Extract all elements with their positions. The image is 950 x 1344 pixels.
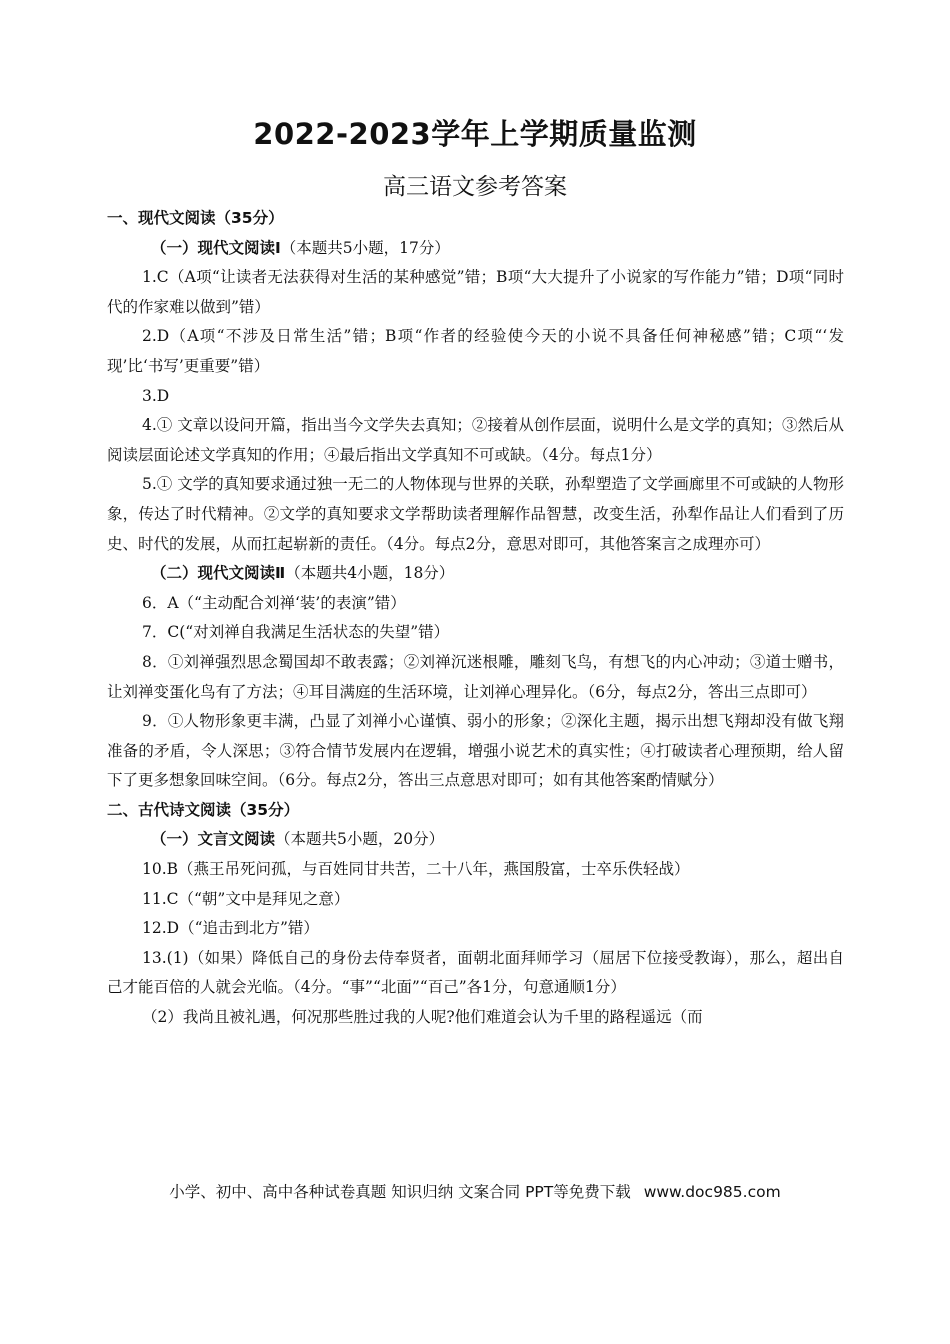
answer-item: 7．C(“对刘禅自我满足生活状态的失望”错）	[142, 623, 450, 642]
answer-item: 1.C（A项“让读者无法获得对生活的某种感觉”错；B项“大大提升了小说家的写作能力”错；D项“同时代的作家难以做到”错）	[107, 268, 844, 316]
answer-content	[107, 204, 844, 1033]
page-footer	[0, 1180, 950, 1202]
subsection-note: （本题共4小题，18分）	[285, 564, 455, 583]
subsection-heading	[107, 559, 844, 589]
answer-item: 11.C（“朝”文中是拜见之意）	[142, 889, 350, 908]
answer-item: 4.① 文章以设问开篇，指出当今文学失去真知；②接着从创作层面，说明什么是文学的真知；③然后从阅读层面论述文学真知的作用；④最后指出文学真知不可或缺。（4分。每点1分）	[107, 416, 844, 464]
answer-item: 5.① 文学的真知要求通过独一无二的人物体现与世界的关联，孙犁塑造了文学画廊里不可或缺的人物形象，传达了时代精神。②文学的真知要求文学帮助读者理解作品智慧，改变生活，孙犁作品让人们看到了历史、时代的发展，从而扛起崭新的责任。（4分。每点2分，意思对即可，其他答案言之成理亦可）	[107, 475, 844, 553]
subsection-heading	[107, 825, 844, 855]
section-heading: 二、古代诗文阅读（35分）	[107, 800, 300, 819]
subsection-heading	[107, 234, 844, 264]
document-subtitle: 高三语文参考答案	[383, 174, 567, 200]
subsection-title: （一）文言文阅读	[151, 830, 276, 849]
subsection-note: （本题共5小题，17分）	[280, 238, 450, 257]
answer-item: 9．①人物形象更丰满，凸显了刘禅小心谨慎、弱小的形象；②深化主题，揭示出想飞翔却没有做飞翔准备的矛盾，令人深思；③符合情节发展内在逻辑，增强小说艺术的真实性；④打破读者心理预期，给人留下了更多想象回味空间。（6分。每点2分，答出三点意思对即可；如有其他答案酌情赋分）	[107, 712, 844, 790]
answer-item: 6．A（“主动配合刘禅‘装’的表演”错）	[142, 593, 406, 612]
answer-item: 2.D（A项“不涉及日常生活”错；B项“作者的经验使今天的小说不具备任何神秘感”错；C项“‘发现’比‘书写’更重要”错）	[107, 327, 844, 375]
footer-text: 小学、初中、高中各种试卷真题 知识归纳 文案合同 PPT等免费下载	[169, 1183, 631, 1201]
answer-item: 13.(1)（如果）降低自己的身份去侍奉贤者，面朝北面拜师学习（屈居下位接受教诲），那么，超出自己才能百倍的人就会光临。（4分。“事”“北面”“百己”各1分，句意通顺1分）	[107, 948, 844, 997]
subsection-title: （二）现代文阅读Ⅱ	[151, 564, 286, 583]
section-heading: 一、现代文阅读（35分）	[107, 209, 284, 227]
answer-item: （2）我尚且被礼遇，何况那些胜过我的人呢?他们难道会认为千里的路程遥远（而	[142, 1008, 703, 1027]
subsection-note: （本题共5小题，20分）	[275, 830, 445, 849]
subsection-title: （一）现代文阅读Ⅰ	[151, 238, 281, 257]
footer-url: www.doc985.com	[643, 1183, 781, 1201]
document-title: 2022-2023学年上学期质量监测	[253, 117, 697, 151]
answer-item: 12.D（“追击到北方”错）	[142, 919, 319, 938]
answer-item: 3.D	[142, 386, 170, 405]
answer-item: 8．①刘禅强烈思念蜀国却不敢表露；②刘禅沉迷根雕，雕刻飞鸟，有想飞的内心冲动；③道士赠书，让刘禅变蛋化鸟有了方法；④耳目满庭的生活环境，让刘禅心理异化。（6分，每点2分，答出三点即可）	[107, 652, 844, 701]
answer-item: 10.B（燕王吊死问孤，与百姓同甘共苦，二十八年，燕国殷富，士卒乐佚轻战）	[142, 860, 690, 879]
